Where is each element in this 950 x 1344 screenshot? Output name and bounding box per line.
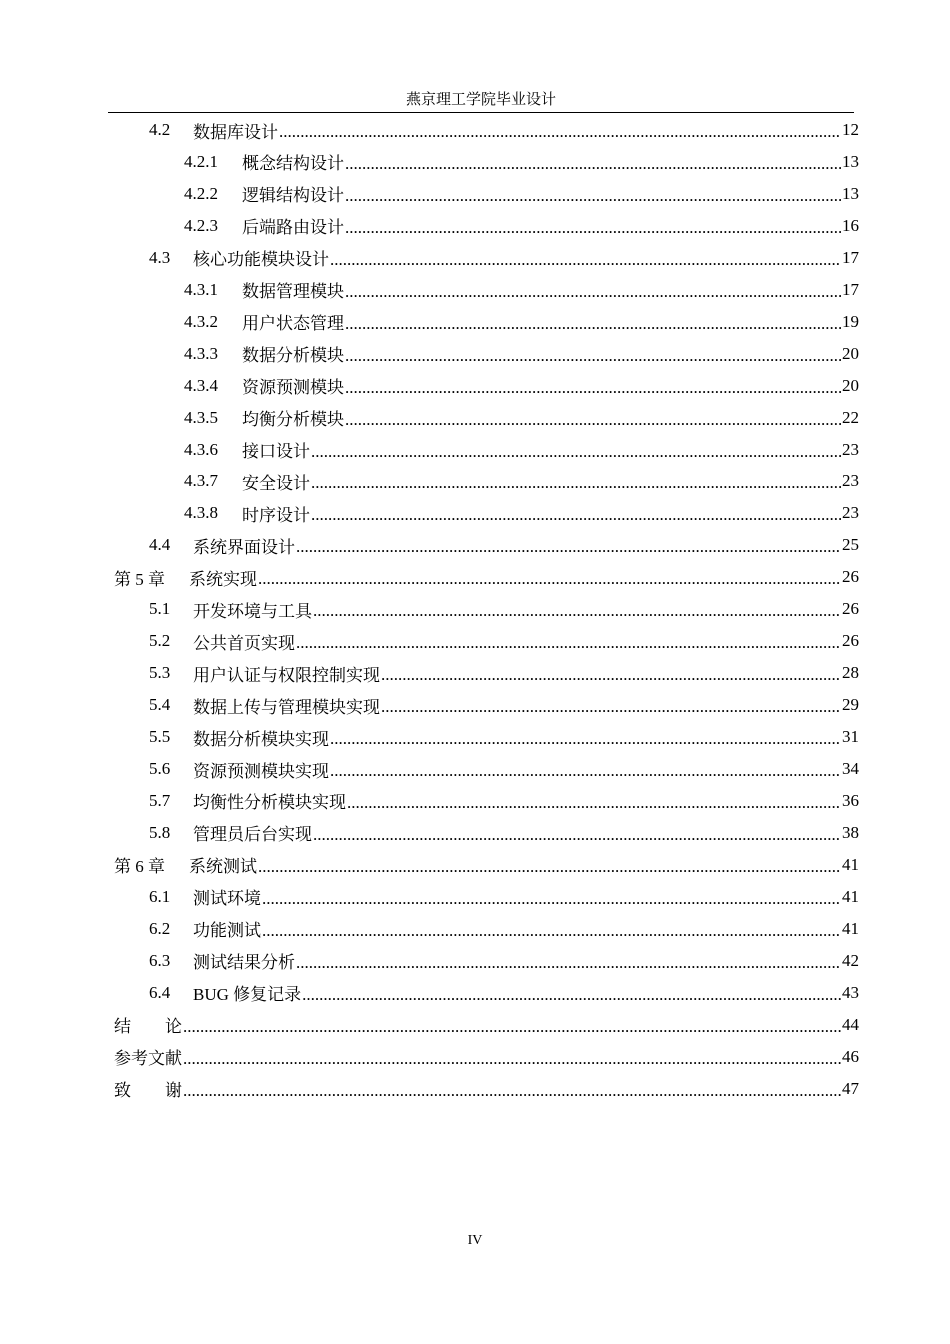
toc-entry[interactable] bbox=[184, 211, 859, 241]
toc-entry[interactable] bbox=[149, 658, 859, 688]
toc-entry-page: 19 bbox=[842, 311, 859, 331]
toc-entry-page: 36 bbox=[842, 790, 859, 810]
toc-entry[interactable] bbox=[184, 147, 859, 177]
toc-entry-number: 4.2 bbox=[149, 120, 171, 139]
dot-leader bbox=[330, 250, 841, 270]
toc-entry[interactable] bbox=[149, 818, 859, 848]
toc-entry-page: 26 bbox=[842, 567, 859, 587]
dot-leader bbox=[381, 697, 841, 717]
toc-entry[interactable] bbox=[114, 1010, 859, 1040]
toc-entry-title: 用户状态管理 bbox=[242, 314, 344, 334]
toc-entry-page: 22 bbox=[842, 407, 859, 427]
dot-leader bbox=[279, 122, 841, 142]
toc-entry-number: 5.8 bbox=[149, 822, 171, 842]
toc-entry-page: 41 bbox=[842, 854, 859, 874]
dot-leader bbox=[296, 537, 841, 557]
toc-entry[interactable] bbox=[184, 371, 859, 401]
toc-entry-number: 5.1 bbox=[149, 599, 171, 619]
toc-entry-number: 5.2 bbox=[149, 631, 171, 651]
toc-entry-title: 安全设计 bbox=[242, 473, 310, 493]
page-header-title: 燕京理工学院毕业设计 bbox=[405, 92, 556, 108]
toc-entry-number: 4.2.3 bbox=[184, 215, 218, 235]
toc-entry-title: 系统实现 bbox=[189, 569, 257, 589]
toc-entry-number: 5.5 bbox=[149, 727, 171, 747]
toc-entry-title: 系统界面设计 bbox=[193, 537, 295, 557]
toc-entry[interactable] bbox=[149, 243, 859, 273]
dot-leader bbox=[345, 314, 841, 334]
toc-entry[interactable] bbox=[114, 1074, 859, 1104]
toc-entry-page: 42 bbox=[842, 950, 859, 970]
toc-entry-title: 均衡性分析模块实现 bbox=[193, 793, 346, 813]
toc-entry-title: 均衡分析模块 bbox=[242, 410, 344, 430]
dot-leader bbox=[345, 346, 841, 366]
toc-entry[interactable] bbox=[149, 786, 859, 816]
dot-leader bbox=[347, 793, 841, 813]
toc-entry-page: 23 bbox=[842, 439, 859, 459]
toc-entry-title: 数据上传与管理模块实现 bbox=[193, 697, 380, 717]
dot-leader bbox=[345, 282, 841, 302]
toc-entry-number: 4.3.6 bbox=[184, 439, 218, 459]
dot-leader bbox=[313, 825, 841, 845]
toc-entry-title: 资源预测模块 bbox=[242, 378, 344, 398]
toc-entry[interactable] bbox=[114, 562, 859, 592]
toc-entry[interactable] bbox=[184, 403, 859, 433]
toc-entry[interactable] bbox=[184, 179, 859, 209]
dot-leader bbox=[296, 953, 841, 973]
toc-entry-title: 测试环境 bbox=[193, 889, 261, 909]
toc-entry[interactable] bbox=[149, 914, 859, 944]
toc-entry-title: 致 谢 bbox=[114, 1081, 182, 1100]
toc-entry-number: 5.6 bbox=[149, 759, 171, 778]
toc-entry-title: 管理员后台实现 bbox=[193, 825, 312, 845]
dot-leader bbox=[330, 729, 841, 749]
dot-leader bbox=[345, 378, 841, 398]
toc-entry-number: 4.2.2 bbox=[184, 183, 218, 203]
toc-entry-number: 第 5 章 bbox=[114, 569, 165, 589]
toc-entry[interactable] bbox=[149, 594, 859, 624]
dot-leader bbox=[262, 889, 841, 909]
toc-entry-page: 20 bbox=[842, 375, 859, 395]
toc-entry-number: 4.4 bbox=[149, 535, 171, 555]
toc-entry-page: 12 bbox=[842, 120, 859, 139]
toc-entry-page: 29 bbox=[842, 695, 859, 715]
dot-leader bbox=[313, 601, 841, 621]
toc-entry-title: 测试结果分析 bbox=[193, 953, 295, 973]
toc-entry-page: 41 bbox=[842, 886, 859, 906]
toc-entry-title: 后端路由设计 bbox=[242, 218, 344, 238]
toc-entry-page: 16 bbox=[842, 215, 859, 235]
toc-entry[interactable] bbox=[184, 339, 859, 369]
toc-entry-page: 44 bbox=[842, 1014, 859, 1034]
dot-leader bbox=[183, 1017, 841, 1037]
toc-entry[interactable] bbox=[149, 530, 859, 560]
dot-leader bbox=[345, 218, 841, 238]
toc-entry-number: 4.2.1 bbox=[184, 151, 218, 171]
toc-entry-number: 5.7 bbox=[149, 790, 171, 810]
toc-entry[interactable] bbox=[149, 946, 859, 976]
dot-leader bbox=[258, 857, 841, 877]
toc-entry-number: 4.3.8 bbox=[184, 503, 218, 523]
toc-entry-title: 数据分析模块 bbox=[242, 346, 344, 366]
toc-entry-title: 系统测试 bbox=[189, 857, 257, 877]
toc-entry-title: 结 论 bbox=[114, 1017, 182, 1037]
dot-leader bbox=[311, 473, 841, 493]
dot-leader bbox=[183, 1081, 841, 1101]
dot-leader bbox=[262, 921, 841, 941]
toc-entry[interactable] bbox=[149, 115, 859, 145]
dot-leader bbox=[183, 1049, 841, 1069]
toc-entry-title: 数据库设计 bbox=[193, 122, 278, 142]
toc-entry-page: 38 bbox=[842, 822, 859, 842]
toc-entry-number: 4.3.1 bbox=[184, 279, 218, 299]
toc-entry-page: 20 bbox=[842, 343, 859, 363]
toc-entry-page: 34 bbox=[842, 759, 859, 778]
toc-entry-title: 数据分析模块实现 bbox=[193, 729, 329, 749]
toc-entry[interactable] bbox=[149, 690, 859, 720]
toc-entry-page: 25 bbox=[842, 535, 859, 555]
toc-entry-page: 13 bbox=[842, 183, 859, 203]
toc-entry[interactable] bbox=[184, 307, 859, 337]
toc-entry-number: 6.1 bbox=[149, 886, 171, 906]
toc-entry-number: 5.4 bbox=[149, 695, 171, 715]
toc-entry[interactable] bbox=[149, 722, 859, 752]
toc-entry-number: 4.3.7 bbox=[184, 471, 218, 491]
toc-entry-page: 43 bbox=[842, 982, 859, 1002]
toc-entry[interactable] bbox=[184, 275, 859, 305]
toc-entry-page: 23 bbox=[842, 471, 859, 491]
toc-entry-number: 6.3 bbox=[149, 950, 171, 970]
toc-entry-page: 23 bbox=[842, 503, 859, 523]
toc-entry[interactable] bbox=[149, 978, 859, 1008]
dot-leader bbox=[345, 154, 841, 174]
toc-entry-number: 4.3.5 bbox=[184, 407, 218, 427]
toc-entry-title: 参考文献 bbox=[114, 1049, 182, 1069]
dot-leader bbox=[345, 186, 841, 206]
toc-entry-page: 13 bbox=[842, 151, 859, 171]
toc-entry-title: 核心功能模块设计 bbox=[193, 250, 329, 270]
dot-leader bbox=[302, 985, 841, 1005]
dot-leader bbox=[330, 761, 841, 781]
dot-leader bbox=[311, 505, 841, 525]
toc-entry-page: 26 bbox=[842, 631, 859, 651]
toc-entry-page: 41 bbox=[842, 918, 859, 938]
toc-entry-number: 第 6 章 bbox=[114, 857, 165, 877]
dot-leader bbox=[311, 442, 841, 462]
toc-entry[interactable] bbox=[149, 754, 859, 784]
toc-entry[interactable] bbox=[149, 626, 859, 656]
toc-entry-title: 时序设计 bbox=[242, 505, 310, 525]
toc-entry-title: BUG 修复记录 bbox=[193, 985, 302, 1005]
toc-entry-title: 开发环境与工具 bbox=[193, 601, 312, 621]
toc-entry-title: 资源预测模块实现 bbox=[193, 761, 329, 781]
toc-entry-title: 概念结构设计 bbox=[242, 154, 344, 174]
toc-entry-page: 47 bbox=[842, 1078, 859, 1098]
toc-entry-number: 4.3.3 bbox=[184, 343, 218, 363]
toc-entry-page: 17 bbox=[842, 279, 859, 299]
toc-entry[interactable] bbox=[184, 466, 859, 496]
toc-entry-number: 4.3.2 bbox=[184, 311, 218, 331]
toc-entry[interactable] bbox=[184, 498, 859, 528]
toc-entry-title: 逻辑结构设计 bbox=[242, 186, 344, 206]
toc-entry-page: 31 bbox=[842, 727, 859, 747]
page-number: IV bbox=[467, 1233, 483, 1248]
toc-entry-page: 28 bbox=[842, 663, 859, 683]
dot-leader bbox=[258, 569, 841, 589]
toc-entry-title: 接口设计 bbox=[242, 442, 310, 461]
toc-entry-number: 4.3 bbox=[149, 247, 171, 267]
toc-entry-page: 46 bbox=[842, 1046, 859, 1066]
toc-entry[interactable] bbox=[149, 882, 859, 912]
toc-entry-number: 6.4 bbox=[149, 982, 171, 1002]
toc-entry-page: 17 bbox=[842, 247, 859, 267]
dot-leader bbox=[381, 665, 841, 685]
toc-entry-title: 公共首页实现 bbox=[193, 633, 295, 653]
toc-entry-title: 用户认证与权限控制实现 bbox=[193, 665, 380, 685]
dot-leader bbox=[345, 410, 841, 430]
dot-leader bbox=[296, 633, 841, 653]
toc-entry-number: 5.3 bbox=[149, 663, 171, 683]
toc-entry-title: 功能测试 bbox=[193, 921, 261, 941]
toc-entry[interactable] bbox=[114, 1042, 859, 1072]
toc-entry[interactable] bbox=[114, 850, 859, 880]
header-rule bbox=[108, 112, 854, 113]
toc-entry-page: 26 bbox=[842, 599, 859, 619]
toc-entry[interactable] bbox=[184, 435, 859, 465]
toc-entry-number: 4.3.4 bbox=[184, 375, 218, 395]
toc-entry-title: 数据管理模块 bbox=[242, 282, 344, 302]
toc-entry-number: 6.2 bbox=[149, 918, 171, 938]
